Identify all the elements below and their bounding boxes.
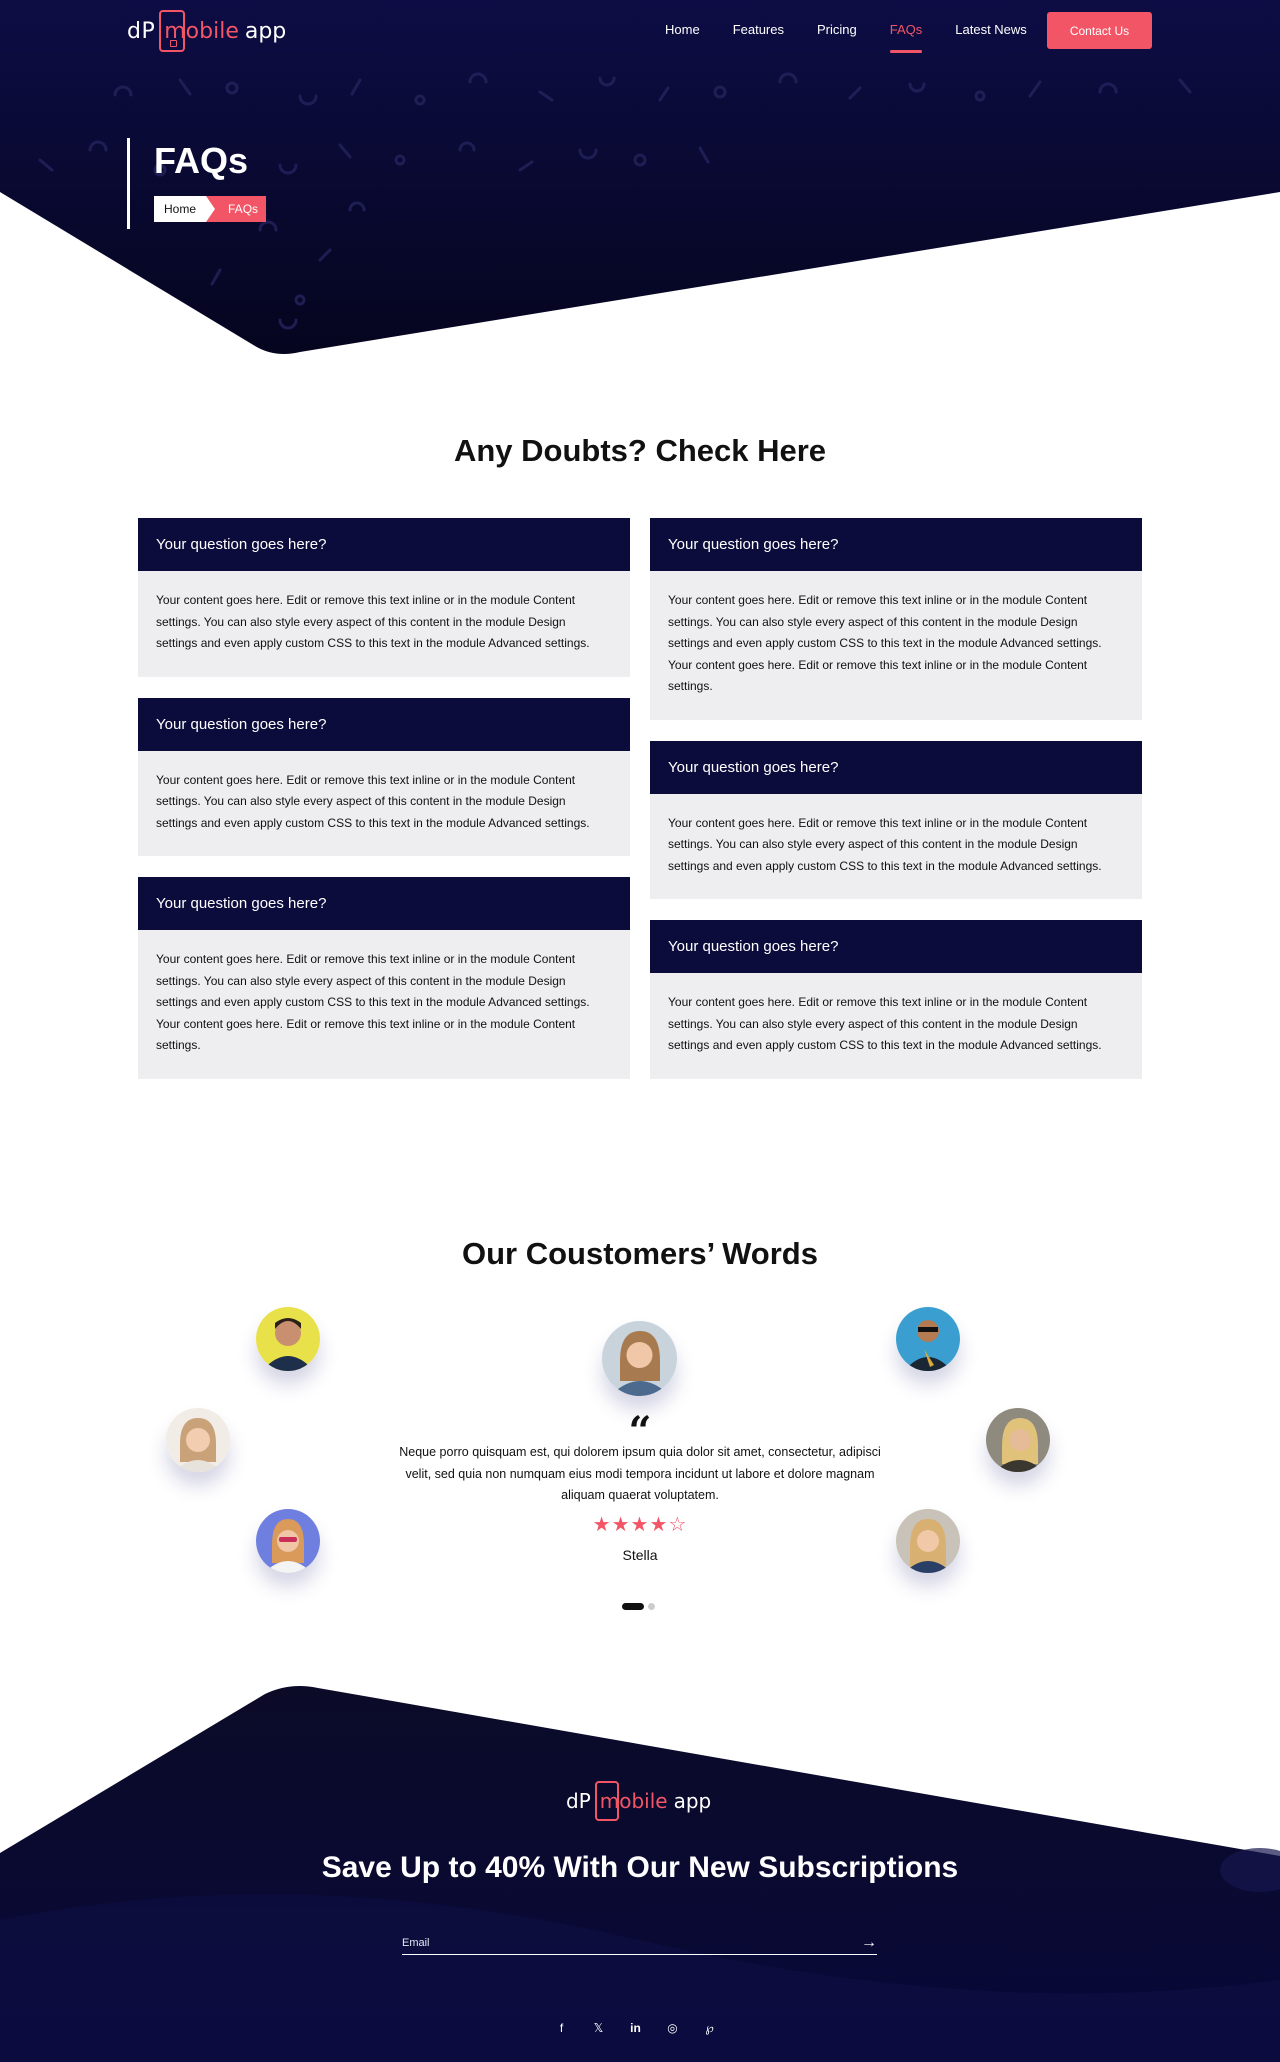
faq-column-left bbox=[138, 518, 630, 1100]
pinterest-icon[interactable]: ℘ bbox=[705, 2021, 714, 2035]
instagram-icon[interactable]: ◎ bbox=[667, 2021, 678, 2035]
faq-item bbox=[650, 920, 1142, 1079]
star-filled-icon: ★ bbox=[592, 1512, 612, 1536]
faq-answer: Your content goes here. Edit or remove this text inline or in the module Content settings. You can also style every aspect of this content in the module Design settings and even apply custom CSS to this text in the module Advanced settings. Your content goes here. Edit or remove this text inline or in the module Content settings. bbox=[650, 571, 1142, 720]
newsletter-form bbox=[402, 1933, 877, 1955]
faq-column-right bbox=[650, 518, 1142, 1100]
quote-icon: “ bbox=[628, 1408, 652, 1455]
testimonial-quote: Neque porro quisquam est, qui dolorem ipsum quia dolor sit amet, consectetur, adipisci velit, sed quia non numquam eius modi tempora incidunt ut labore et dolore magnam aliquam quaerat voluptatem. bbox=[399, 1445, 881, 1502]
logo-suffix: app bbox=[244, 18, 287, 44]
arrow-right-icon[interactable]: → bbox=[861, 1934, 877, 1951]
faq-answer: Your content goes here. Edit or remove this text inline or in the module Content settings. You can also style every aspect of this content in the module Design settings and even apply custom CSS to this text in the module Advanced settings. bbox=[650, 973, 1142, 1079]
faq-question[interactable]: Your question goes here? bbox=[138, 877, 630, 930]
faq-answer: Your content goes here. Edit or remove this text inline or in the module Content settings. You can also style every aspect of this content in the module Design settings and even apply custom CSS to this text in the module Advanced settings. bbox=[138, 751, 630, 857]
carousel-dot[interactable] bbox=[648, 1603, 655, 1610]
nav-item-features[interactable]: Features bbox=[732, 22, 784, 37]
faq-item bbox=[650, 741, 1142, 900]
linkedin-icon[interactable]: in bbox=[630, 2021, 641, 2035]
nav-item-home[interactable]: Home bbox=[665, 22, 700, 37]
email-input[interactable] bbox=[402, 1933, 842, 1953]
star-filled-icon: ★ bbox=[649, 1512, 669, 1536]
top-navigation bbox=[0, 0, 1280, 64]
main-menu bbox=[665, 22, 1060, 53]
reviewer-name: Stella bbox=[622, 1547, 658, 1563]
logo-suffix: app bbox=[673, 1789, 712, 1813]
star-filled-icon: ★ bbox=[611, 1512, 631, 1536]
rating-stars bbox=[0, 1512, 1280, 1536]
faq-item bbox=[138, 518, 630, 677]
faq-item bbox=[138, 877, 630, 1079]
faq-answer: Your content goes here. Edit or remove this text inline or in the module Content settings. You can also style every aspect of this content in the module Design settings and even apply custom CSS to this text in the module Advanced settings. bbox=[138, 571, 630, 677]
carousel-dot-active[interactable] bbox=[622, 1603, 644, 1610]
logo-mobile: mobile bbox=[164, 18, 239, 44]
logo-mobile: mobile bbox=[599, 1789, 668, 1813]
phone-icon bbox=[159, 10, 185, 52]
phone-icon bbox=[595, 1781, 619, 1821]
faq-question[interactable]: Your question goes here? bbox=[138, 698, 630, 751]
faq-answer: Your content goes here. Edit or remove this text inline or in the module Content settings. You can also style every aspect of this content in the module Design settings and even apply custom CSS to this text in the module Advanced settings. Your content goes here. Edit or remove this text inline or in the module Content settings. bbox=[138, 930, 630, 1079]
facebook-icon[interactable]: f bbox=[559, 2021, 564, 2035]
nav-item-pricing[interactable]: Pricing bbox=[817, 22, 857, 37]
hero-section bbox=[0, 0, 1280, 360]
brand-logo[interactable] bbox=[127, 10, 286, 52]
faq-item bbox=[650, 518, 1142, 720]
footer-section bbox=[0, 1680, 1280, 2062]
star-filled-icon: ★ bbox=[630, 1512, 650, 1536]
subscription-headline: Save Up to 40% With Our New Subscriptions bbox=[321, 1851, 959, 1884]
breadcrumb-current: FAQs bbox=[206, 196, 266, 222]
testimonials-heading: Our Coustomers’ Words bbox=[462, 1236, 818, 1271]
nav-item-faqs[interactable]: FAQs bbox=[890, 22, 923, 53]
customer-avatar-active[interactable] bbox=[602, 1321, 677, 1396]
footer-brand-logo[interactable] bbox=[566, 1780, 711, 1822]
nav-item-latest-news[interactable]: Latest News bbox=[955, 22, 1027, 37]
logo-prefix: dP bbox=[566, 1789, 591, 1813]
star-empty-icon: ☆ bbox=[668, 1512, 688, 1536]
faq-heading: Any Doubts? Check Here bbox=[453, 433, 827, 468]
hero-title-block bbox=[127, 138, 266, 229]
faq-item bbox=[138, 698, 630, 857]
page-title: FAQs bbox=[154, 140, 249, 181]
customer-avatar[interactable] bbox=[896, 1307, 960, 1371]
logo-prefix: dP bbox=[127, 18, 156, 44]
faq-question[interactable]: Your question goes here? bbox=[650, 920, 1142, 973]
x-icon[interactable]: 𝕏 bbox=[593, 2021, 604, 2035]
faq-question[interactable]: Your question goes here? bbox=[650, 518, 1142, 571]
social-links bbox=[553, 2020, 718, 2037]
faq-question[interactable]: Your question goes here? bbox=[138, 518, 630, 571]
faq-question[interactable]: Your question goes here? bbox=[650, 741, 1142, 794]
faq-answer: Your content goes here. Edit or remove this text inline or in the module Content settings. You can also style every aspect of this content in the module Design settings and even apply custom CSS to this text in the module Advanced settings. bbox=[650, 794, 1142, 900]
breadcrumb bbox=[154, 196, 266, 222]
customer-avatar[interactable] bbox=[256, 1307, 320, 1371]
contact-us-button[interactable]: Contact Us bbox=[1047, 12, 1152, 49]
carousel-pagination bbox=[622, 1603, 655, 1610]
breadcrumb-home-link[interactable]: Home bbox=[154, 196, 206, 222]
